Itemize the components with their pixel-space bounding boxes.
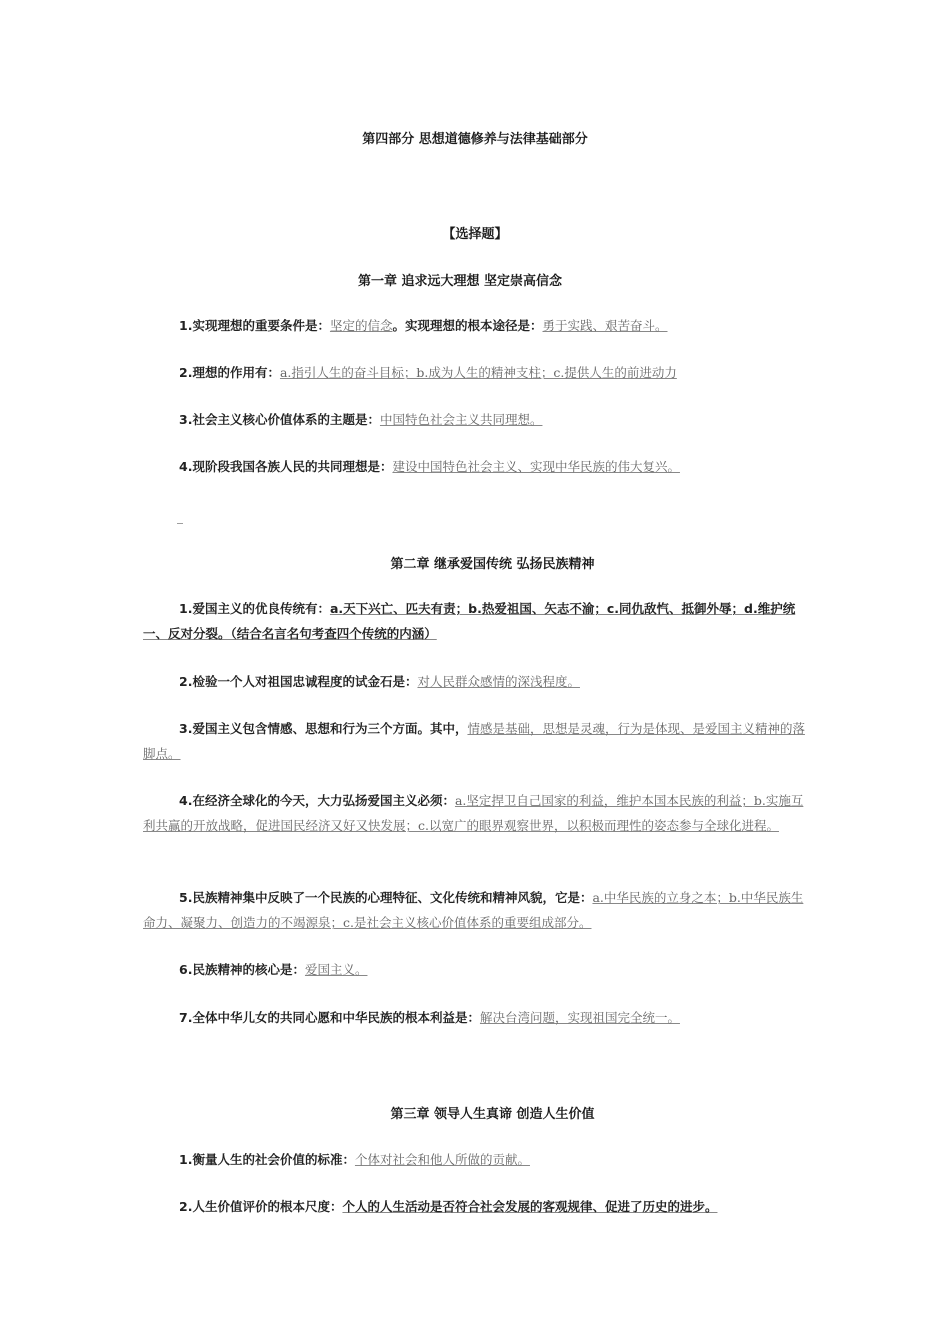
ch2-item-4 [143, 788, 811, 838]
answer-text: 情感是基础，思想是灵魂，行为是体现、是爱国主义精神的落脚点。 [143, 721, 805, 761]
ch1-item-2 [143, 360, 811, 385]
ch3-item-2 [143, 1194, 811, 1219]
question-text: 2.检验一个人对祖国忠诚程度的试金石是： [179, 674, 418, 689]
ch1-item-3 [143, 407, 811, 432]
question-text: 6.民族精神的核心是： [179, 962, 305, 977]
answer-text: 个人的人生活动是否符合社会发展的客观规律、促进了历史的进步。 [342, 1199, 718, 1214]
answer-text: a.指引人生的奋斗目标；b.成为人生的精神支柱；c.提供人生的前进动力 [279, 365, 677, 380]
question-text: 3.爱国主义包含情感、思想和行为三个方面。其中， [179, 721, 468, 736]
ch2-item-2 [143, 669, 811, 694]
question-text: 。实现理想的根本途径是： [392, 318, 543, 333]
answer-text: 建设中国特色社会主义、实现中华民族的伟大复兴。 [392, 459, 680, 474]
answer-text: 坚定的信念 [329, 318, 393, 333]
answer-text: 中国特色社会主义共同理想。 [379, 412, 543, 427]
question-text: 2.理想的作用有： [179, 365, 280, 380]
question-text: 3.社会主义核心价值体系的主题是： [179, 412, 380, 427]
answer-text: 爱国主义。 [304, 962, 368, 977]
question-text: 4.在经济全球化的今天，大力弘扬爱国主义必须： [179, 793, 455, 808]
ch1-item-4 [143, 454, 811, 479]
answer-text: 对人民群众感情的深浅程度。 [417, 674, 580, 689]
answer-text: a.天下兴亡、匹夫有责；b.热爱祖国、矢志不渝；c.同仇敌忾、抵御外辱；d.维护统一、反对分裂。（结合名言名句考查四个传统的内涵） [143, 601, 796, 641]
question-text: 2.人生价值评价的根本尺度： [179, 1199, 343, 1214]
chapter-3-title: 第三章 领导人生真谛 创造人生价值 [390, 1107, 595, 1122]
chapter-1-title: 第一章 追求远大理想 坚定崇高信念 [357, 274, 563, 289]
question-text: 4.现阶段我国各族人民的共同理想是： [179, 459, 393, 474]
question-text: 1.实现理想的重要条件是： [179, 318, 330, 333]
ch2-item-3 [143, 716, 811, 766]
question-text: 5.民族精神集中反映了一个民族的心理特征、文化传统和精神风貌，它是： [179, 890, 593, 905]
question-text: 1.爱国主义的优良传统有： [179, 601, 330, 616]
question-text: 1.衡量人生的社会价值的标准： [179, 1152, 355, 1167]
stray-dash: _ [177, 510, 183, 524]
part-title: 第四部分 思想道德修养与法律基础部分 [362, 132, 588, 147]
ch2-item-7 [143, 1005, 811, 1030]
answer-text: 勇于实践、艰苦奋斗。 [542, 318, 668, 333]
chapter-2-title: 第二章 继承爱国传统 弘扬民族精神 [390, 557, 595, 572]
ch2-item-6 [143, 957, 811, 982]
answer-text: 个体对社会和他人所做的贡献。 [354, 1152, 530, 1167]
ch1-item-1 [143, 313, 811, 338]
question-text: 7.全体中华儿女的共同心愿和中华民族的根本利益是： [179, 1010, 480, 1025]
ch2-item-1 [143, 596, 811, 646]
answer-text: a.坚定捍卫自己国家的利益，维护本国本民族的利益；b.实施互利共赢的开放战略，促进国民经济又好又快发展；c.以宽广的眼界观察世界，以积极而理性的姿态参与全球化进程。 [143, 793, 804, 833]
ch3-item-1 [143, 1147, 811, 1172]
answer-text: 解决台湾问题，实现祖国完全统一。 [479, 1010, 680, 1025]
section-title: 【选择题】 [442, 227, 508, 242]
answer-text: a.中华民族的立身之本；b.中华民族生命力、凝聚力、创造力的不竭源泉；c.是社会主义核心价值体系的重要组成部分。 [143, 890, 804, 930]
ch2-item-5 [143, 885, 811, 935]
